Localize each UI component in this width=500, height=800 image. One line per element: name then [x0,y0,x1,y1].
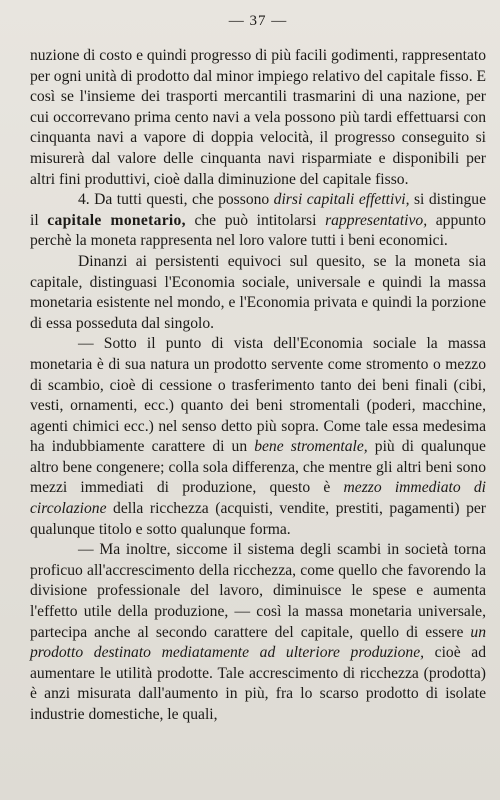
paragraph [30,252,486,334]
text-run: appunto perchè la moneta rappresenta nel loro valore tutti i beni economici. [30,211,486,250]
text-run: si distingue il [30,191,486,229]
paragraph [30,334,486,540]
italic-phrase: rappresentativo, [325,211,428,229]
text-run: nuzione di costo e quindi progresso di più facili godimenti, rappresentato per ogni unità di prodotto dal minor impiego relativo del capitale fisso. E così se l'insieme dei trasporti mercantili trasmarini di una nazione, per cui occorrevano prima cento navi a vela possono più tardi effettuarsi con cinquanta navi a vapore di doppia velocità, il progresso conseguito si misurerà dal valore delle cinquanta navi risparmiate e disponibili per altri fini produttivi, cioè dalla diminuzione del capitale fisso. [30,47,487,188]
paragraph [30,190,486,252]
italic-phrase: un prodotto destinato mediatamente ad ulteriore produzione, [30,623,486,662]
bold-term: capitale monetario, [47,211,186,229]
italic-phrase: mezzo immediato di circolazione [30,479,487,518]
text-run: 4. Da tutti questi, che possono [78,191,274,209]
italic-phrase: bene stromentale, [254,438,368,456]
paragraph [30,540,486,725]
text-run: — Ma inoltre, siccome il sistema degli scambi in società torna proficuo all'accrescimento della ricchezza, come quello che favorendo la divisione professionale del lavoro, diminuisce le spese e aumenta l'effetto utile della produzione, — così la massa monetaria universale, partecipa anche al secondo carattere del capitale, quello di essere [30,541,486,641]
text-run: cioè ad aumentare le utilità prodotte. Tale accrescimento di ricchezza (prodotta) è anzi misurata dall'aumento in più, fra lo scarso prodotto di isolate industrie domestiche, le quali, [30,644,486,723]
text-run: della ricchezza (acquisti, vendite, prestiti, pagamenti) per qualunque titolo e sotto qualunque forma. [30,500,486,538]
text-run: che può intitolarsi [185,211,326,229]
body-text [30,46,486,726]
text-run: — Sotto il punto di vista dell'Economia sociale la massa monetaria è di sua natura un prodotto servente come stromento o mezzo di scambio, cioè di cessione o trasferimento tanto dei beni finali (cibi, vesti, ornamenti, ecc.) quanto dei beni stromentali (poderi, macchine, agenti chimici ecc.) nel senso detto più sopra. Come tale essa medesima ha indubbiamente carattere di un [30,335,486,456]
paragraph [30,46,486,190]
text-run: Dinanzi ai persistenti equivoci sul quesito, se la moneta sia capitale, distinguasi l'Economia sociale, universale e quindi la massa monetaria esistente nel mondo, e l'Economia privata e quindi la porzione di essa posseduta dal singolo. [30,252,486,332]
text-run: più di qualunque altro bene congenere; colla sola differenza, che mentre gli altri beni sono mezzi immediati di produzione, questo è [30,438,486,497]
page-number: — 37 — [228,13,288,29]
italic-phrase: dirsi capitali effettivi, [273,191,410,209]
